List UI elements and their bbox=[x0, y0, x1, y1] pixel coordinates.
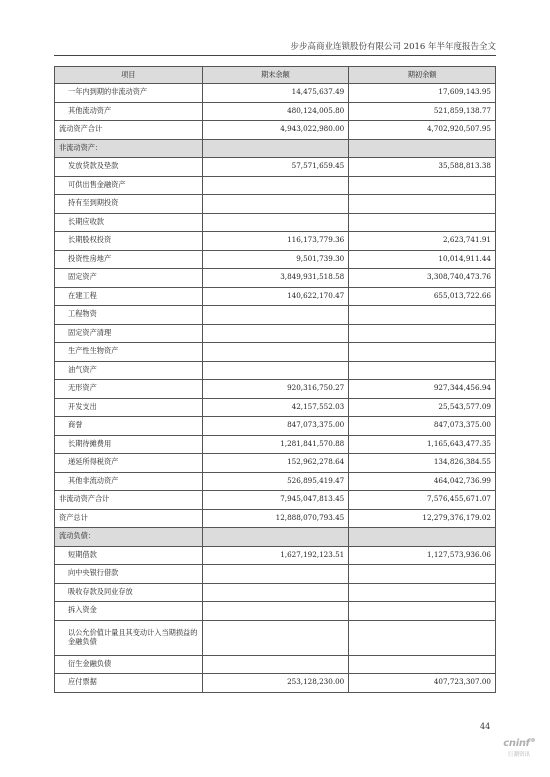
table-row bbox=[55, 583, 496, 602]
row-label: 投资性房地产 bbox=[55, 250, 203, 269]
table-row bbox=[55, 454, 496, 473]
begin-balance-cell: 12,279,376,179.02 bbox=[349, 509, 496, 528]
row-label: 油气资产 bbox=[55, 361, 203, 380]
table-row bbox=[55, 417, 496, 436]
end-balance-cell: 116,173,779.36 bbox=[202, 232, 349, 251]
end-balance-cell bbox=[202, 195, 349, 214]
row-label: 在建工程 bbox=[55, 287, 203, 306]
logo-brand-text: cninf bbox=[500, 738, 538, 749]
end-balance-cell: 847,073,375.00 bbox=[202, 417, 349, 436]
column-header-item: 项目 bbox=[55, 67, 203, 84]
end-balance-cell bbox=[202, 343, 349, 362]
table-row bbox=[55, 398, 496, 417]
table-row bbox=[55, 620, 496, 655]
end-balance-cell bbox=[202, 176, 349, 195]
end-balance-cell bbox=[202, 306, 349, 325]
end-balance-cell: 920,316,750.27 bbox=[202, 380, 349, 399]
table-row bbox=[55, 343, 496, 362]
end-balance-cell: 480,124,005.80 bbox=[202, 102, 349, 121]
end-balance-cell bbox=[202, 620, 349, 655]
table-row bbox=[55, 435, 496, 454]
table-row bbox=[55, 287, 496, 306]
logo-sub-text: 巨潮资讯 bbox=[507, 752, 530, 758]
row-label: 持有至到期投资 bbox=[55, 195, 203, 214]
begin-balance-cell: 655,013,722.66 bbox=[349, 287, 496, 306]
row-label: 其他流动资产 bbox=[55, 102, 203, 121]
end-balance-cell bbox=[202, 361, 349, 380]
end-balance-cell bbox=[202, 213, 349, 232]
begin-balance-cell: 7,576,455,671.07 bbox=[349, 491, 496, 510]
row-label: 流动资产合计 bbox=[55, 121, 203, 140]
end-balance-cell bbox=[202, 602, 349, 621]
begin-balance-cell: 1,127,573,936.06 bbox=[349, 546, 496, 565]
begin-balance-cell bbox=[349, 583, 496, 602]
end-balance-cell bbox=[202, 655, 349, 674]
row-label: 长期待摊费用 bbox=[55, 435, 203, 454]
begin-balance-cell bbox=[349, 343, 496, 362]
column-header-end-balance: 期末余额 bbox=[202, 67, 349, 84]
row-label: 递延所得税资产 bbox=[55, 454, 203, 473]
table-row bbox=[55, 213, 496, 232]
end-balance-cell: 253,128,230.00 bbox=[202, 674, 349, 693]
end-balance-cell bbox=[202, 583, 349, 602]
row-label: 拆入资金 bbox=[55, 602, 203, 621]
row-label: 短期借款 bbox=[55, 546, 203, 565]
row-label: 其他非流动资产 bbox=[55, 472, 203, 491]
end-balance-cell: 9,501,739.30 bbox=[202, 250, 349, 269]
table-row bbox=[55, 361, 496, 380]
row-label: 非流动资产： bbox=[55, 139, 203, 158]
table-row bbox=[55, 158, 496, 177]
row-label: 应付票据 bbox=[55, 674, 203, 693]
row-label: 资产总计 bbox=[55, 509, 203, 528]
end-balance-cell: 526,895,419.47 bbox=[202, 472, 349, 491]
end-balance-cell: 14,475,637.49 bbox=[202, 84, 349, 103]
end-balance-cell: 4,943,022,980.00 bbox=[202, 121, 349, 140]
table-row bbox=[55, 250, 496, 269]
table-body bbox=[55, 84, 496, 693]
begin-balance-cell bbox=[349, 655, 496, 674]
begin-balance-cell: 847,073,375.00 bbox=[349, 417, 496, 436]
row-label: 长期应收款 bbox=[55, 213, 203, 232]
begin-balance-cell: 134,826,384.55 bbox=[349, 454, 496, 473]
logo-dot-icon bbox=[531, 738, 535, 742]
end-balance-cell: 140,622,170.47 bbox=[202, 287, 349, 306]
end-balance-cell bbox=[202, 324, 349, 343]
begin-balance-cell: 25,543,577.09 bbox=[349, 398, 496, 417]
begin-balance-cell bbox=[349, 565, 496, 584]
table-row bbox=[55, 674, 496, 693]
end-balance-cell: 12,888,070,793.45 bbox=[202, 509, 349, 528]
begin-balance-cell: 521,859,138.77 bbox=[349, 102, 496, 121]
table-row bbox=[55, 655, 496, 674]
begin-balance-cell: 35,588,813.38 bbox=[349, 158, 496, 177]
begin-balance-cell bbox=[349, 139, 496, 158]
end-balance-cell: 1,627,192,123.51 bbox=[202, 546, 349, 565]
end-balance-cell bbox=[202, 565, 349, 584]
begin-balance-cell: 4,702,920,507.95 bbox=[349, 121, 496, 140]
row-label: 非流动资产合计 bbox=[55, 491, 203, 510]
table-row bbox=[55, 306, 496, 325]
cninf-logo bbox=[500, 738, 538, 758]
row-label: 商誉 bbox=[55, 417, 203, 436]
row-label: 一年内到期的非流动资产 bbox=[55, 84, 203, 103]
begin-balance-cell: 927,344,456.94 bbox=[349, 380, 496, 399]
page-header: 步步高商业连锁股份有限公司 2016 年半年度报告全文 bbox=[54, 40, 496, 56]
begin-balance-cell bbox=[349, 620, 496, 655]
table-row bbox=[55, 380, 496, 399]
balance-sheet-table bbox=[54, 66, 496, 693]
table-row bbox=[55, 121, 496, 140]
table-row bbox=[55, 269, 496, 288]
table-row bbox=[55, 139, 496, 158]
end-balance-cell: 152,962,278.64 bbox=[202, 454, 349, 473]
row-label: 吸收存款及同业存放 bbox=[55, 583, 203, 602]
begin-balance-cell: 407,723,307.00 bbox=[349, 674, 496, 693]
table-row bbox=[55, 195, 496, 214]
end-balance-cell: 1,281,841,570.88 bbox=[202, 435, 349, 454]
table-header-row bbox=[55, 67, 496, 84]
row-label: 工程物资 bbox=[55, 306, 203, 325]
begin-balance-cell bbox=[349, 306, 496, 325]
row-label: 发放贷款及垫款 bbox=[55, 158, 203, 177]
end-balance-cell: 57,571,659.45 bbox=[202, 158, 349, 177]
begin-balance-cell bbox=[349, 361, 496, 380]
table-row bbox=[55, 602, 496, 621]
begin-balance-cell: 3,308,740,473.76 bbox=[349, 269, 496, 288]
table-row bbox=[55, 232, 496, 251]
end-balance-cell: 3,849,931,518.58 bbox=[202, 269, 349, 288]
row-label: 无形资产 bbox=[55, 380, 203, 399]
begin-balance-cell bbox=[349, 195, 496, 214]
table-row bbox=[55, 565, 496, 584]
end-balance-cell: 42,157,552.03 bbox=[202, 398, 349, 417]
begin-balance-cell: 464,042,736.99 bbox=[349, 472, 496, 491]
row-label: 固定资产清理 bbox=[55, 324, 203, 343]
row-label: 衍生金融负债 bbox=[55, 655, 203, 674]
row-label: 可供出售金融资产 bbox=[55, 176, 203, 195]
page-number: 44 bbox=[480, 722, 491, 731]
table-row bbox=[55, 528, 496, 547]
row-label: 流动负债： bbox=[55, 528, 203, 547]
begin-balance-cell: 2,623,741.91 bbox=[349, 232, 496, 251]
table-row bbox=[55, 472, 496, 491]
end-balance-cell: 7,945,047,813.45 bbox=[202, 491, 349, 510]
begin-balance-cell bbox=[349, 176, 496, 195]
row-label: 长期股权投资 bbox=[55, 232, 203, 251]
row-label: 生产性生物资产 bbox=[55, 343, 203, 362]
table-row bbox=[55, 176, 496, 195]
row-label: 以公允价值计量且其变动计入当期损益的金融负债 bbox=[55, 620, 203, 655]
begin-balance-cell bbox=[349, 528, 496, 547]
begin-balance-cell: 17,609,143.95 bbox=[349, 84, 496, 103]
table-row bbox=[55, 324, 496, 343]
column-header-begin-balance: 期初余额 bbox=[349, 67, 496, 84]
table-row bbox=[55, 84, 496, 103]
begin-balance-cell bbox=[349, 213, 496, 232]
begin-balance-cell bbox=[349, 602, 496, 621]
row-label: 向中央银行借款 bbox=[55, 565, 203, 584]
table-row bbox=[55, 102, 496, 121]
table-row bbox=[55, 509, 496, 528]
row-label: 固定资产 bbox=[55, 269, 203, 288]
table-row bbox=[55, 546, 496, 565]
end-balance-cell bbox=[202, 139, 349, 158]
begin-balance-cell: 10,014,911.44 bbox=[349, 250, 496, 269]
end-balance-cell bbox=[202, 528, 349, 547]
begin-balance-cell bbox=[349, 324, 496, 343]
row-label: 开发支出 bbox=[55, 398, 203, 417]
table-row bbox=[55, 491, 496, 510]
begin-balance-cell: 1,165,643,477.35 bbox=[349, 435, 496, 454]
